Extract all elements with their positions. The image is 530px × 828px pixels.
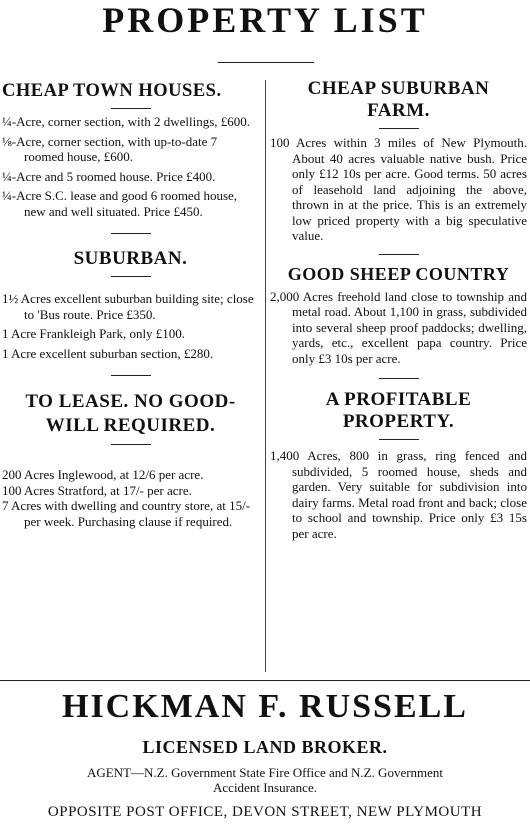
divider: [379, 128, 419, 129]
listing-item: 200 Acres Inglewood, at 12/6 per acre.: [2, 467, 204, 482]
divider: [111, 276, 151, 277]
right-column: [270, 78, 527, 541]
sheep-description: 2,000 Acres freehold land close to township and metal road. About 1,100 in grass, subdivided into several sheep proof paddocks; dwelling, yards, etc., excellent papa country. Price only £3 10s per acre.: [270, 288, 527, 366]
lease-heading: TO LEASE. NO GOOD-WILL REQUIRED.: [25, 391, 236, 436]
listing-item: 1½ Acres excellent suburban building site; close to 'Bus route. Price £350.: [2, 291, 254, 322]
broker-name: HICKMAN F. RUSSELL: [62, 688, 468, 725]
sheep-country-heading: GOOD SHEEP COUNTRY: [287, 263, 510, 284]
divider: [379, 254, 419, 255]
divider: [379, 439, 419, 440]
column-divider: [265, 80, 266, 672]
broker-title: LICENSED LAND BROKER.: [142, 737, 388, 757]
town-houses-heading: CHEAP TOWN HOUSES.: [2, 81, 222, 101]
suburban-farm-heading: CHEAP SUBURBAN FARM.: [307, 78, 490, 121]
divider: [111, 375, 151, 376]
profitable-description: 1,400 Acres, 800 in grass, ring fenced and subdivided, 5 roomed house, sheds and garden. Very suitable for subdivision into dairy farms. Metal road front and back; close to school and township. Price only £3 15s per acre.: [270, 448, 527, 541]
office-address: OPPOSITE POST OFFICE, DEVON STREET, NEW PLYMOUTH: [47, 804, 483, 820]
listing-item: 1 Acre excellent suburban section, £280.: [2, 345, 214, 361]
divider: [111, 233, 151, 234]
listing-item: ¼-Acre S.C. lease and good 6 roomed house, new and well situated. Price £450.: [2, 188, 238, 219]
divider: [111, 108, 151, 109]
listing-item: 7 Acres with dwelling and country store, at 15/- per week. Purchasing clause if required.: [2, 498, 251, 529]
listing-item: ¼-Acre, corner section, with 2 dwellings, £600.: [2, 114, 251, 129]
profitable-heading: A PROFITABLE PROPERTY.: [325, 389, 472, 432]
listing-item: 1 Acre Frankleigh Park, only £100.: [2, 326, 186, 341]
listing-item: ⅛-Acre, corner section, with up-to-date 7 roomed house, £600.: [2, 133, 218, 164]
left-column: [2, 80, 259, 529]
footer-divider: [0, 680, 530, 681]
agent-line-1: AGENT—N.Z. Government State Fire Office and N.Z. Government: [86, 765, 444, 780]
listing-item: 100 Acres Stratford, at 17/- per acre.: [2, 482, 192, 498]
divider: [379, 378, 419, 379]
suburban-heading: SUBURBAN.: [73, 248, 188, 269]
agent-line-2: Accident Insurance.: [213, 780, 317, 795]
divider: [111, 444, 151, 445]
farm-description: 100 Acres within 3 miles of New Plymouth. About 40 acres valuable native bush. Price only £12 10s per acre. Good terms. 50 acres of leasehold land adjoining the above, thrown in at the price. This is an extremely low priced property with a big speculative value.: [270, 135, 527, 243]
listing-item: ¼-Acre and 5 roomed house. Price £400.: [2, 168, 216, 184]
title-divider: [218, 62, 314, 63]
page-title: PROPERTY LIST: [102, 0, 428, 40]
